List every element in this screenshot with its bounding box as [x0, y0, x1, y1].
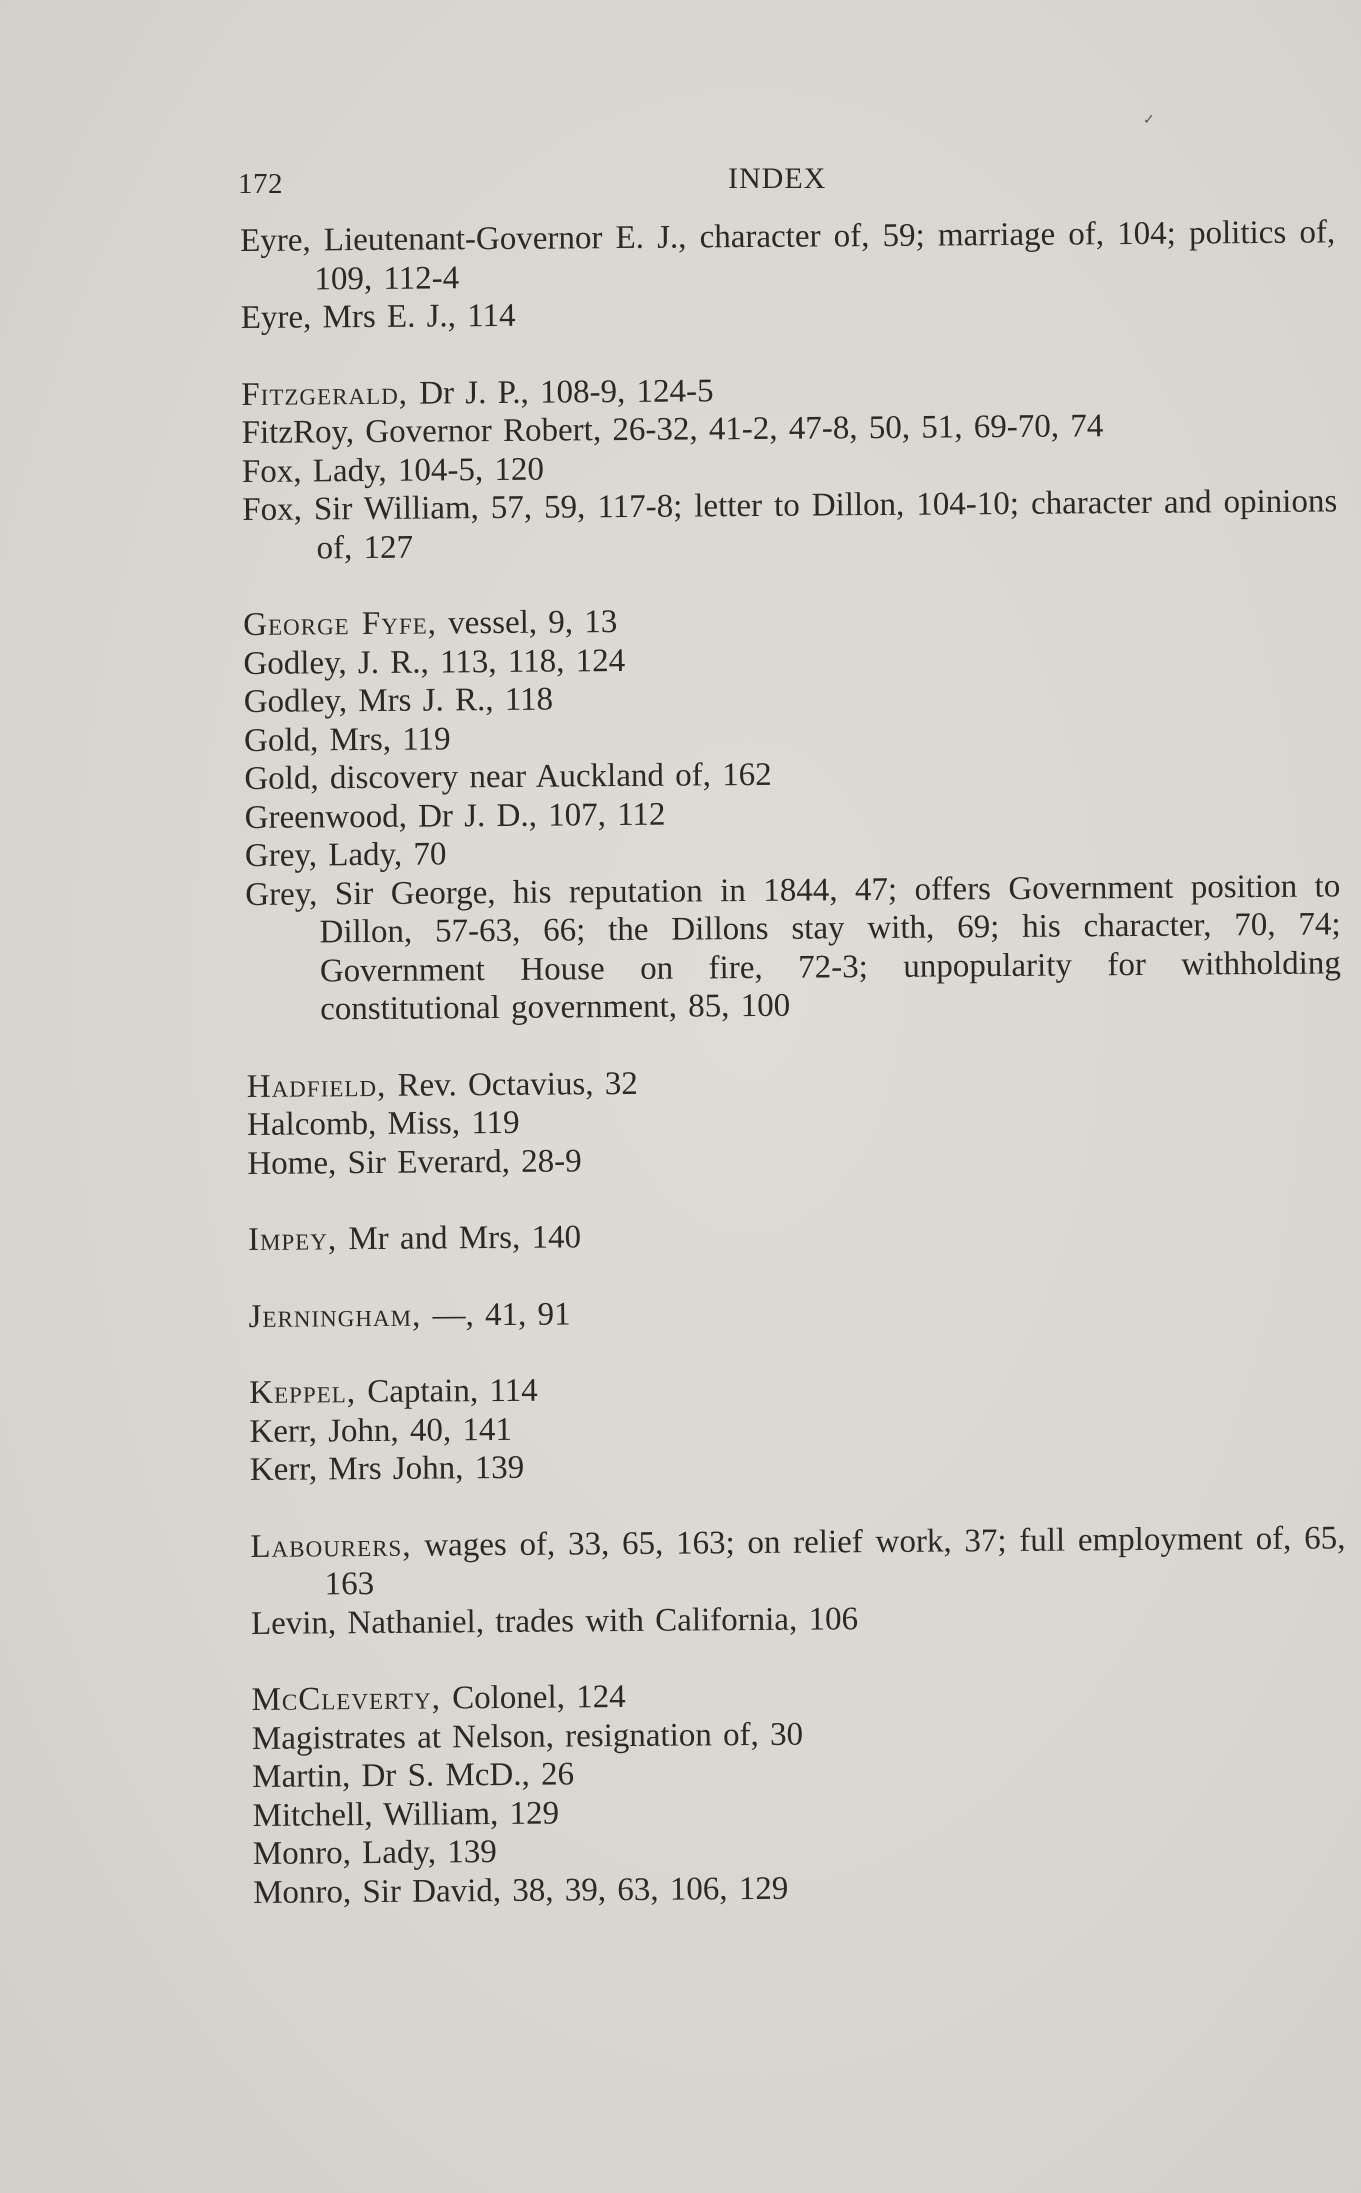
- index-entry-heading: Hadfield,: [246, 1067, 387, 1105]
- index-entry-text: Magistrates at Nelson, resignation of, 30: [251, 1716, 804, 1757]
- index-entry-text: Mr and Mrs, 140: [336, 1219, 582, 1258]
- page-header: [238, 162, 1238, 202]
- index-entry: [253, 1865, 1348, 1912]
- index-entry-text: Kerr, Mrs John, 139: [249, 1449, 525, 1488]
- index-entry-text: Monro, Sir David, 38, 39, 63, 106, 129: [252, 1870, 789, 1911]
- index-entry: [242, 482, 1338, 568]
- index-letter-group: [240, 213, 1336, 337]
- index-entry-heading: Impey,: [247, 1221, 338, 1258]
- index-entry: [248, 1289, 1343, 1336]
- index-entry-text: Home, Sir Everard, 28-9: [247, 1142, 582, 1182]
- index-entry-text: Mitchell, William, 129: [252, 1795, 560, 1834]
- page-number: 172: [238, 168, 283, 200]
- index-entry-text: vessel, 9, 13: [436, 604, 618, 642]
- index-letter-group: [248, 1289, 1343, 1336]
- index-entry-text: Dr J. P., 108-9, 124-5: [407, 372, 714, 412]
- index-entry: [247, 1136, 1342, 1183]
- index-entry-heading: Jerningham,: [248, 1297, 422, 1335]
- index-entry-text: Levin, Nathaniel, trades with California, 106: [250, 1600, 859, 1642]
- index-entry: [240, 213, 1336, 299]
- index-entry-text: Greenwood, Dr J. D., 107, 112: [244, 796, 666, 836]
- index-entry-text: Colonel, 124: [440, 1679, 626, 1717]
- index-entry-text: Gold, Mrs, 119: [243, 720, 451, 759]
- index-entry-text: Fox, Sir William, 57, 59, 117-8; letter to Dillon, 104-10; character and opinions of, 127: [242, 483, 1338, 566]
- index-entry-heading: George Fyfe,: [243, 605, 438, 643]
- index-list: [240, 213, 1349, 1950]
- index-letter-group: [243, 597, 1341, 1029]
- index-entry-text: Grey, Lady, 70: [244, 836, 447, 874]
- index-entry-text: Godley, Mrs J. R., 118: [243, 681, 554, 720]
- index-letter-group: [247, 1059, 1343, 1183]
- index-entry-text: Martin, Dr S. McD., 26: [252, 1756, 575, 1795]
- index-entry-text: Grey, Sir George, his reputation in 1844, 47; offers Government position to Dillon, 57-63, 66; the Dillons stay with, 69; his character, 70, 74; Government House on fire, 72-3; unpopularity for withholding constitutional government, 85, 100: [245, 867, 1341, 1028]
- index-letter-group: [248, 1212, 1343, 1259]
- index-entry: [248, 1212, 1343, 1259]
- index-entry-text: Gold, discovery near Auckland of, 162: [244, 756, 772, 797]
- index-letter-group: [249, 1365, 1345, 1489]
- index-entry: [250, 1442, 1345, 1489]
- index-entry: [251, 1596, 1346, 1643]
- index-entry-text: Captain, 114: [355, 1372, 538, 1411]
- index-entry-text: Fox, Lady, 104-5, 120: [241, 451, 545, 490]
- index-entry: [250, 1519, 1346, 1605]
- running-head: INDEX: [728, 162, 827, 195]
- index-entry-heading: Fitzgerald,: [241, 375, 409, 413]
- index-entry-heading: Keppel,: [249, 1374, 357, 1411]
- index-entry: [245, 867, 1341, 1030]
- pencil-mark: ✓: [1143, 113, 1155, 128]
- index-entry-text: FitzRoy, Governor Robert, 26-32, 41-2, 47-8, 50, 51, 69-70, 74: [241, 408, 1104, 451]
- index-entry-text: —, 41, 91: [421, 1295, 571, 1334]
- index-entry-heading: McCleverty,: [251, 1680, 442, 1718]
- index-letter-group: [241, 367, 1337, 568]
- index-entry-heading: Labourers,: [250, 1527, 412, 1565]
- index-entry-text: Halcomb, Miss, 119: [246, 1104, 520, 1143]
- index-letter-group: [251, 1672, 1348, 1912]
- index-entry-text: Kerr, John, 40, 141: [249, 1411, 513, 1450]
- index-entry: [241, 290, 1336, 337]
- index-entry-text: Eyre, Mrs E. J., 114: [240, 297, 516, 336]
- index-entry-text: wages of, 33, 65, 163; on relief work, 37; full employment of, 65, 163: [324, 1519, 1346, 1603]
- index-entry-text: Godley, J. R., 113, 118, 124: [243, 642, 626, 682]
- index-entry-text: Eyre, Lieutenant-Governor E. J., character of, 59; marriage of, 104; politics of, 109, 112-4: [240, 214, 1336, 297]
- index-entry-text: Monro, Lady, 139: [252, 1834, 497, 1872]
- index-letter-group: [250, 1519, 1346, 1643]
- index-entry-text: Rev. Octavius, 32: [386, 1065, 638, 1104]
